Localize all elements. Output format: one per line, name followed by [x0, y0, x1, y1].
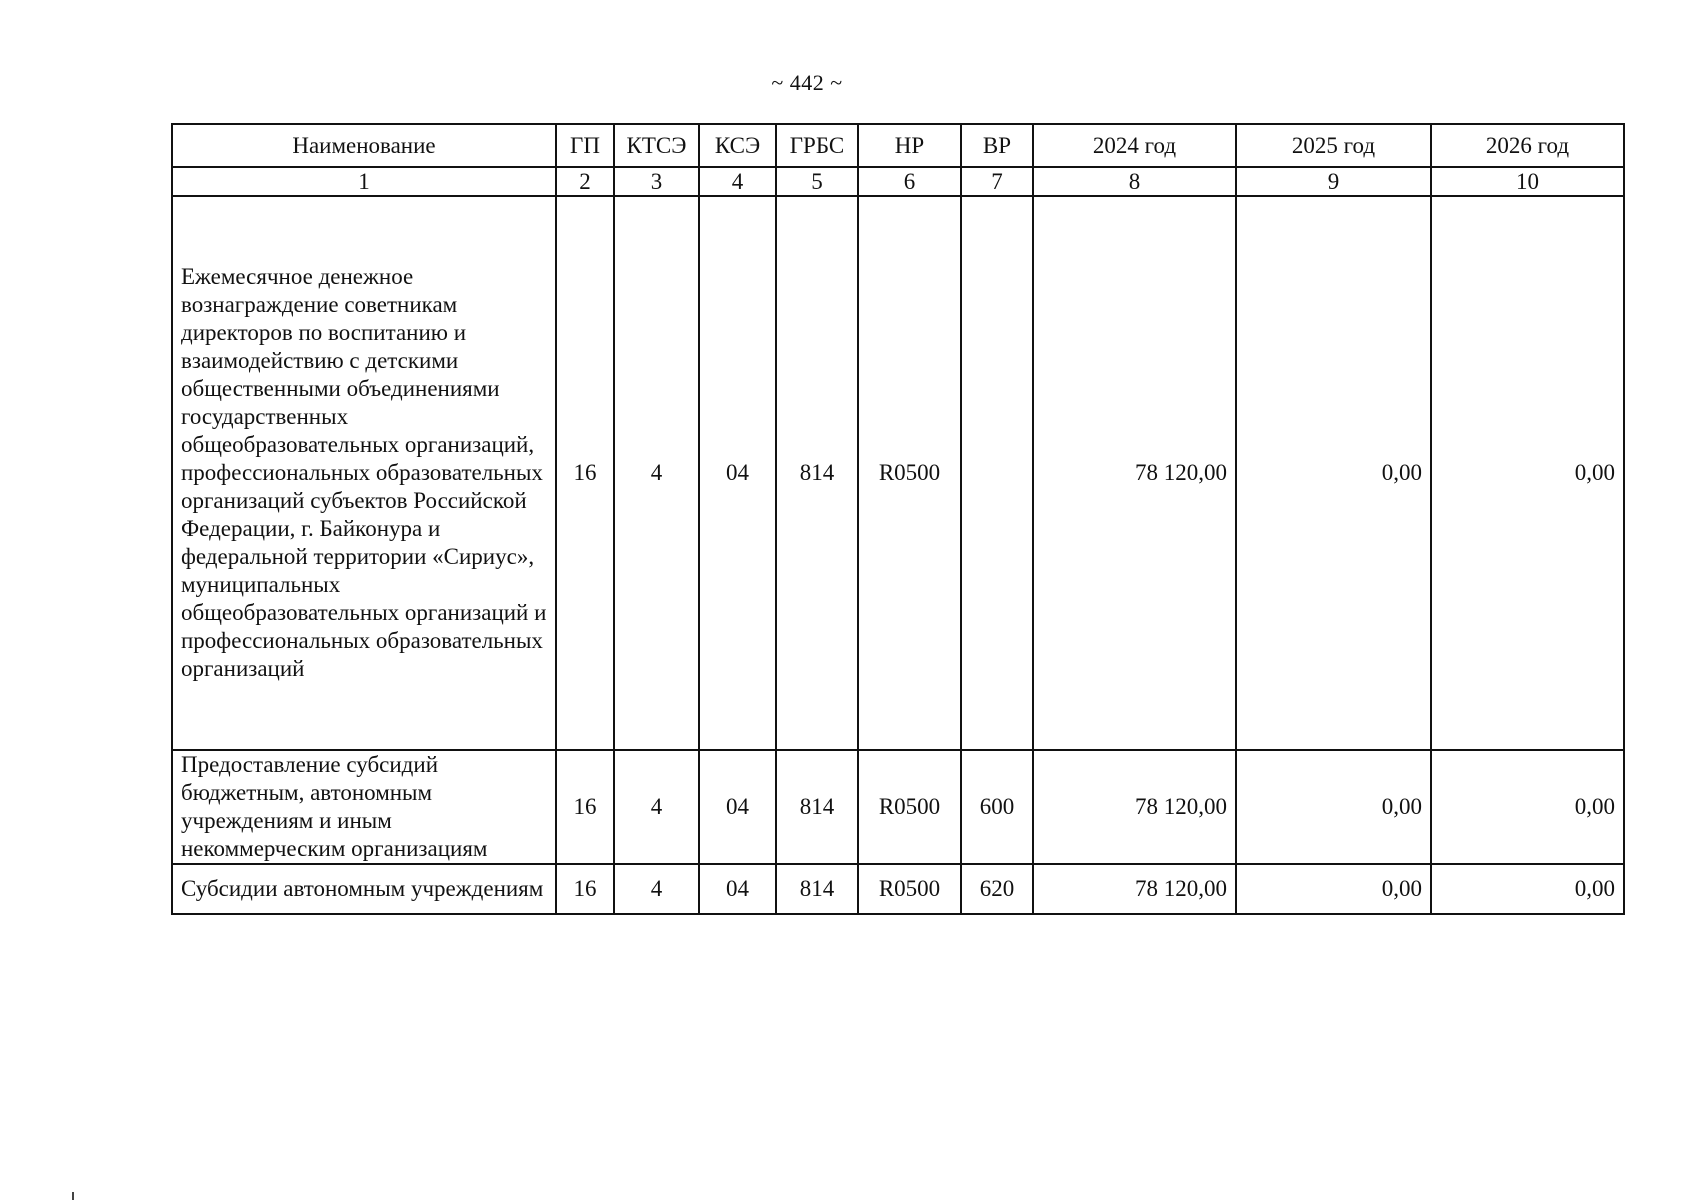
scan-mark [72, 1192, 74, 1200]
row-nr: R0500 [858, 750, 961, 864]
row-amount-2025: 0,00 [1236, 864, 1431, 914]
table-header [172, 124, 1624, 167]
row-nr: R0500 [858, 864, 961, 914]
header-2024: 2024 год [1033, 124, 1236, 167]
column-number-row [172, 167, 1624, 196]
row-vr: 620 [961, 864, 1033, 914]
column-number: 4 [699, 167, 776, 196]
header-nr: НР [858, 124, 961, 167]
page-number: ~ 442 ~ [771, 70, 843, 95]
row-kse: 04 [699, 864, 776, 914]
column-number: 9 [1236, 167, 1431, 196]
table-body [172, 167, 1624, 914]
row-vr: 600 [961, 750, 1033, 864]
row-gp: 16 [556, 864, 614, 914]
header-grbs: ГРБС [776, 124, 858, 167]
column-number: 1 [172, 167, 556, 196]
row-name: Ежемесячное денежное вознаграждение советникам директоров по воспитанию и взаимодействию с детскими общественными объединениями государственных общеобразовательных организаций, профессиональных образовательных организаций субъектов Российской Федерации, г. Байконура и федеральной территории «Сириус», муниципальных общеобразовательных организаций и профессиональных образовательных организаций [172, 196, 556, 750]
row-grbs: 814 [776, 750, 858, 864]
row-kse: 04 [699, 196, 776, 750]
row-amount-2024: 78 120,00 [1033, 196, 1236, 750]
budget-table [171, 123, 1625, 915]
row-kse: 04 [699, 750, 776, 864]
table-row [172, 750, 1624, 864]
row-amount-2026: 0,00 [1431, 196, 1624, 750]
row-ktse: 4 [614, 750, 699, 864]
row-amount-2024: 78 120,00 [1033, 864, 1236, 914]
header-2025: 2025 год [1236, 124, 1431, 167]
column-number: 5 [776, 167, 858, 196]
header-2026: 2026 год [1431, 124, 1624, 167]
header-vr: ВР [961, 124, 1033, 167]
row-ktse: 4 [614, 196, 699, 750]
row-gp: 16 [556, 750, 614, 864]
table-row [172, 864, 1624, 914]
column-number: 3 [614, 167, 699, 196]
row-amount-2025: 0,00 [1236, 196, 1431, 750]
row-gp: 16 [556, 196, 614, 750]
row-amount-2026: 0,00 [1431, 750, 1624, 864]
row-amount-2026: 0,00 [1431, 864, 1624, 914]
row-grbs: 814 [776, 864, 858, 914]
row-grbs: 814 [776, 196, 858, 750]
row-vr [961, 196, 1033, 750]
row-name: Субсидии автономным учреждениям [172, 864, 556, 914]
column-number: 2 [556, 167, 614, 196]
row-amount-2025: 0,00 [1236, 750, 1431, 864]
column-number: 8 [1033, 167, 1236, 196]
column-number: 7 [961, 167, 1033, 196]
column-number: 6 [858, 167, 961, 196]
header-ktse: КТСЭ [614, 124, 699, 167]
header-name: Наименование [172, 124, 556, 167]
header-gp: ГП [556, 124, 614, 167]
header-row [172, 124, 1624, 167]
row-ktse: 4 [614, 864, 699, 914]
row-nr: R0500 [858, 196, 961, 750]
table-row [172, 196, 1624, 750]
header-kse: КСЭ [699, 124, 776, 167]
column-number: 10 [1431, 167, 1624, 196]
page-number-wrapper [0, 70, 1704, 96]
row-amount-2024: 78 120,00 [1033, 750, 1236, 864]
row-name: Предоставление субсидий бюджетным, автономным учреждениям и иным некоммерческим организациям [172, 750, 556, 864]
